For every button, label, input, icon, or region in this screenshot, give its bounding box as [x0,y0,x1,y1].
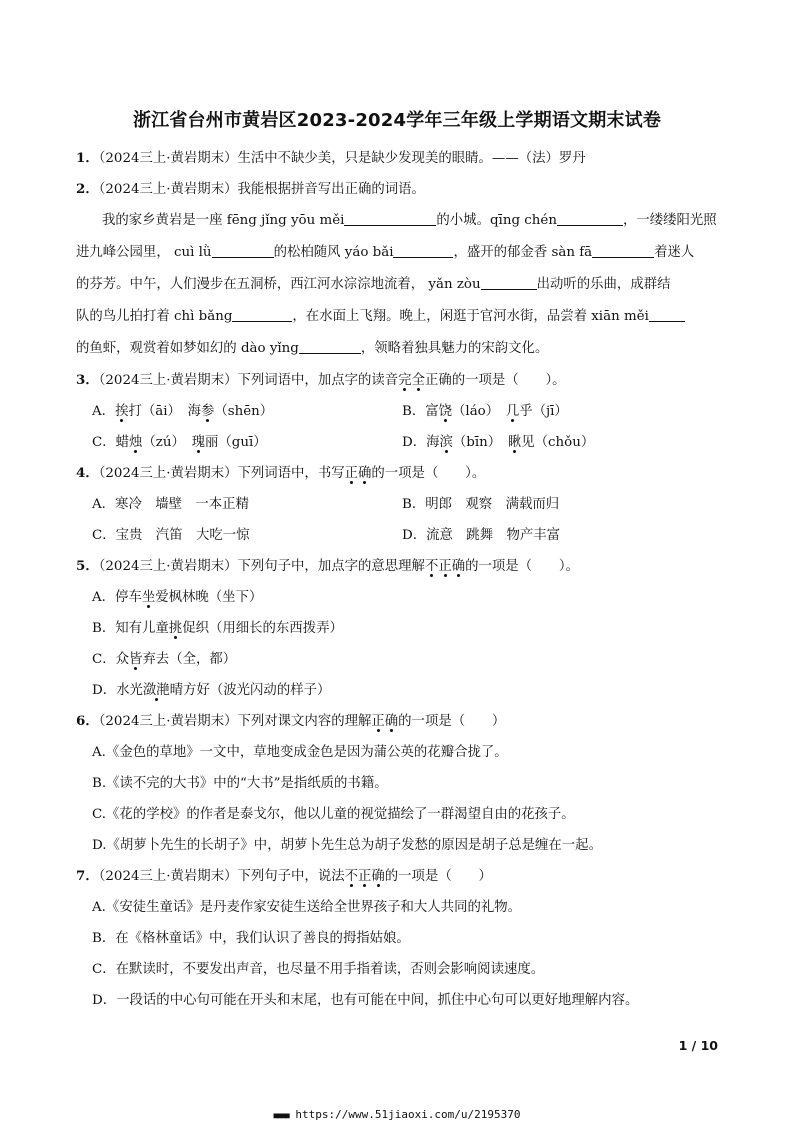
question-number: 1． [76,150,99,166]
question-list [76,143,718,1016]
question-source: （2024三上·黄岩期末） [98,151,238,166]
option-a[interactable]: A．挨打（āi） 海参（shēn） [92,404,274,419]
option-c[interactable]: C．蜡烛（zú） 瑰丽（guī） [92,435,267,450]
option-a[interactable]: A.《安徒生童话》是丹麦作家安徒生送给全世界孩子和大人共同的礼物。 [92,900,522,915]
question-number: 6． [76,713,99,729]
question-7: 7．（2024三上·黄岩期末）下列句子中，说法不正确的一项是（ ） [76,868,492,884]
question-5: 5．（2024三上·黄岩期末）下列句子中，加点字的意思理解不正确的一项是（ ）。 [76,558,579,574]
option-d[interactable]: D．一段话的中心句可能在开头和末尾，也有可能在中间，抓住中心句可以更好地理解内容。 [92,993,639,1008]
question-number: 2． [76,181,99,197]
passage-line: 队的鸟儿拍打着 chì bǎng ，在水面上飞翔。晚上，闲逛于官河水街，品尝着 xiān měi [76,301,718,333]
question-source: （2024三上·黄岩期末） [98,869,238,884]
passage-line: 进九峰公园里， cuì lǜ 的松柏随风 yáo bǎi ，盛开的郁金香 sàn fā 着迷人 [76,245,695,260]
question-source: （2024三上·黄岩期末） [98,559,238,574]
answer-blank[interactable] [649,307,685,322]
option-c[interactable]: C．在默读时，不要发出声音，也尽量不用手指着读，否则会影响阅读速度。 [92,962,545,977]
passage-line: 我的家乡黄岩是一座 fēng jǐng yōu měi 的小城。qīng chén ，一缕缕阳光照 [102,213,717,228]
option-row [76,520,718,551]
option-d[interactable]: D．水光潋滟晴方好（波光闪动的样子） [92,683,331,698]
question-source: （2024三上·黄岩期末） [98,466,238,481]
option-d[interactable]: D．海滨（bīn） 瞅见（chǒu） [402,435,595,450]
question-number: 3． [76,372,99,388]
question-text: 生活中不缺少美，只是缺少发现美的眼睛。——（法）罗丹 [237,151,586,166]
footer-url[interactable]: https://www.51jiaoxi.com/u/2195370 [295,1108,521,1121]
question-number: 7． [76,868,99,884]
footer-watermark [0,1108,794,1121]
option-b[interactable]: B．在《格林童话》中，我们认识了善良的拇指姑娘。 [92,931,410,946]
footer-logo-icon: ■■■■ [273,1111,289,1120]
option-b[interactable]: B．明郎 观察 满载而归 [402,497,560,512]
answer-blank[interactable] [481,275,537,290]
emphasis-text: 不正确 [344,869,385,884]
question-6: 6．（2024三上·黄岩期末）下列对课文内容的理解正确的一项是（ ） [76,713,506,729]
passage-line: 的鱼虾，观赏着如梦如幻的 dào yǐng ，领略着独具魅力的宋韵文化。 [76,341,549,356]
question-text: 我能根据拼音写出正确的词语。 [237,182,425,197]
option-row [76,427,718,458]
answer-blank[interactable] [592,243,654,258]
option-b[interactable]: B.《读不完的大书》中的“大书”是指纸质的书籍。 [92,776,388,791]
page-number: 1 / 10 [678,1038,718,1053]
option-a[interactable]: A．停车坐爱枫林晚（坐下） [92,590,263,605]
answer-blank[interactable] [344,211,436,226]
question-4: 4．（2024三上·黄岩期末）下列词语中，书写正确的一项是（ ）。 [76,465,486,481]
option-c[interactable]: C．宝贵 汽笛 大吃一惊 [92,528,250,543]
question-source: （2024三上·黄岩期末） [98,182,238,197]
emphasis-text: 不正确 [424,559,466,574]
answer-blank[interactable] [299,339,361,354]
option-d[interactable]: D．流意 跳舞 物产丰富 [402,528,561,543]
question-2 [76,174,718,205]
option-a[interactable]: A．寒冷 墙壁 一本正精 [92,497,249,512]
answer-blank[interactable] [557,211,623,226]
option-row [76,489,718,520]
emphasis-text: 正确 [371,714,399,729]
option-b[interactable]: B．知有儿童挑促织（用细长的东西拨弄） [92,621,343,636]
option-a[interactable]: A.《金色的草地》一文中，草地变成金色是因为蒲公英的花瓣合拢了。 [92,745,508,760]
question-number: 4． [76,465,99,481]
question-3: 3．（2024三上·黄岩期末）下列词语中，加点字的读音完全正确的一项是（ ）。 [76,372,566,388]
question-number: 5． [76,558,99,574]
option-d[interactable]: D.《胡萝卜先生的长胡子》中，胡萝卜先生总为胡子发愁的原因是胡子总是缠在一起。 [92,838,602,853]
question-source: （2024三上·黄岩期末） [98,714,238,729]
question-source: （2024三上·黄岩期末） [98,373,238,388]
passage-line: 的芬芳。中午，人们漫步在五洞桥，西江河水淙淙地流着， yǎn zòu 出动听的乐曲，成群结 [76,277,671,292]
option-c[interactable]: C.《花的学校》的作者是泰戈尔，他以儿童的视觉描绘了一群渴望自由的花孩子。 [92,807,575,822]
option-c[interactable]: C．众皆弃去（全，都） [92,652,237,667]
answer-blank[interactable] [393,243,453,258]
answer-blank[interactable] [232,307,292,322]
emphasis-text: 正确 [344,466,372,481]
page-title: 浙江省台州市黄岩区2023-2024学年三年级上学期语文期末试卷 [132,110,662,131]
option-b[interactable]: B．富饶（láo） 几乎（jī） [402,404,568,419]
answer-blank[interactable] [212,243,274,258]
question-1 [76,143,718,174]
emphasis-text: 完全 [398,373,425,388]
option-row [76,396,718,427]
